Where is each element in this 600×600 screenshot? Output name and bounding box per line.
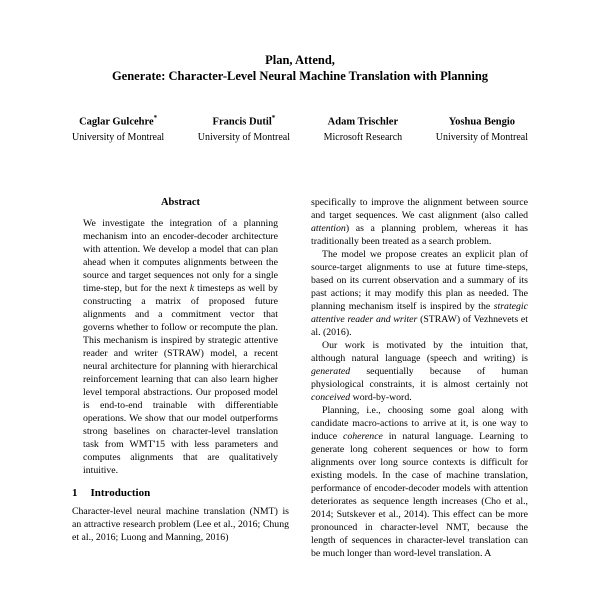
author-list <box>72 112 528 144</box>
author-block <box>324 112 403 144</box>
paragraph: Our work is motivated by the intuition that, although natural language (speech and writing) is generated sequentially because of human physiological constraints, it is almost certainly not conceived word-by-word. <box>311 339 528 403</box>
author-block <box>72 112 164 144</box>
author-name <box>324 112 403 129</box>
paper-title-line1: Plan, Attend, <box>265 53 335 67</box>
author-affiliation: Microsoft Research <box>323 131 403 143</box>
author-name-text: Adam Trischler <box>327 116 399 128</box>
abstract-heading: Abstract <box>160 196 201 208</box>
author-affiliation: University of Montreal <box>72 131 165 143</box>
author-block <box>436 112 528 144</box>
left-column <box>72 196 289 560</box>
paragraph: Planning, i.e., choosing some goal along with candidate macro-actions to arrive at it, is one way to induce coherence in natural language. Learning to generate long coherent sequences or how to form alignments over long source contexts is difficult for existing models. In the case of machine translation, performance of encoder-decoder models with attention deteriorates as sequence length increases (Cho et al., 2014; Sutskever et al., 2014). This effect can be more pronounced in character-level NMT, because the length of sequences in character-level translation can be much longer than word-level translation. A <box>311 404 528 559</box>
paper-title-line2: Generate: Character-Level Neural Machine Translation with Planning <box>111 69 489 83</box>
paper-title <box>72 52 528 84</box>
author-footnote-mark: * <box>153 114 158 122</box>
author-name <box>198 112 290 129</box>
paragraph: specifically to improve the alignment between source and target sequences. We cast alignment (also called attention) as a planning problem, whereas it has traditionally been treated as a search problem. <box>311 196 528 247</box>
paragraph: The model we propose creates an explicit plan of source-target alignments to use at future time-steps, based on its current observation and a summary of its past actions; it may modify this plan as needed. The planning mechanism itself is inspired by the strategic attentive reader and writer (STRAW) of Vezhnevets et al. (2016). <box>311 248 528 338</box>
author-name <box>436 112 528 129</box>
author-name-text: Yoshua Bengio <box>448 116 515 128</box>
author-name <box>72 112 164 129</box>
abstract-text: We investigate the integration of a planning mechanism into an encoder-decoder architecture with attention. We develop a model that can plan ahead when it computes alignments between the source and target sequences not only for a single time-step, but for the next k timesteps as well by constructing a matrix of proposed future alignments and a commitment vector that governs whether to follow or recompute the plan. This mechanism is inspired by strategic attentive reader and writer (STRAW) model, a recent neural architecture for planning with hierarchical reinforcement learning that can also learn higher level temporal abstractions. Our proposed model is end-to-end trainable with differentiable operations. We show that our model outperforms strong baselines on character-level translation task from WMT'15 with less parameters and computes alignments that are qualitatively intuitive. <box>83 217 278 476</box>
author-affiliation: University of Montreal <box>435 131 528 143</box>
author-block <box>198 112 290 144</box>
section-number: 1 <box>72 486 78 499</box>
section-title: Introduction <box>90 486 151 499</box>
intro-paragraph: Character-level neural machine translation (NMT) is an attractive research problem (Lee et al., 2016; Chung et al., 2016; Luong and Manning, 2016) <box>72 505 289 543</box>
author-name-text: Francis Dutil <box>212 116 272 128</box>
two-column-body <box>72 196 528 560</box>
author-affiliation: University of Montreal <box>197 131 290 143</box>
author-footnote-mark: * <box>271 114 276 122</box>
right-column <box>311 196 528 560</box>
author-name-text: Caglar Gulcehre <box>79 116 154 128</box>
section-heading-introduction <box>72 487 289 500</box>
